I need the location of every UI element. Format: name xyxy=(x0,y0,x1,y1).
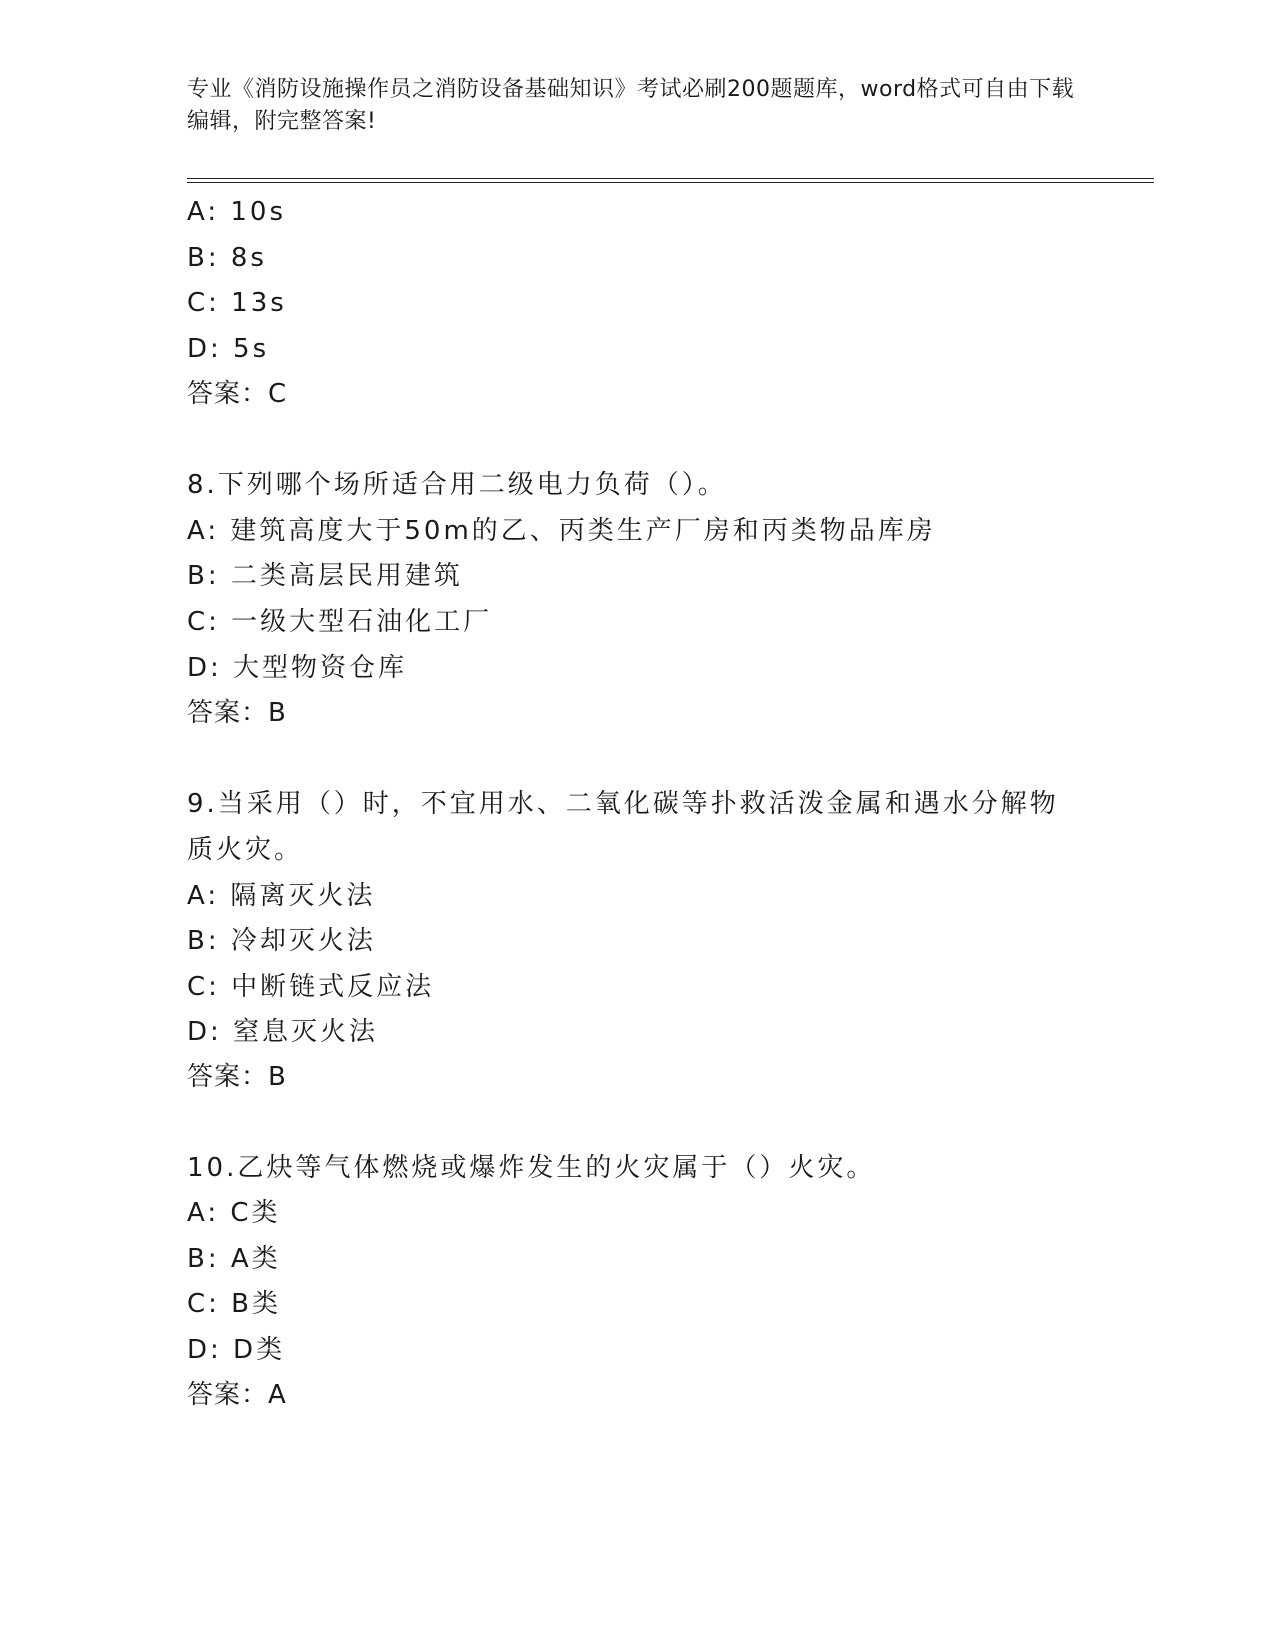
q8-option-a: A: 建筑高度大于50m的乙、丙类生产厂房和丙类物品库房 xyxy=(187,516,936,546)
q7-answer: 答案：C xyxy=(187,379,288,409)
q10-option-a: A: C类 xyxy=(187,1198,281,1228)
q8-question: 8.下列哪个场所适合用二级电力负荷（）。 xyxy=(187,470,727,500)
q10-option-b: B: A类 xyxy=(187,1244,281,1274)
q10-question: 10.乙炔等气体燃烧或爆炸发生的火灾属于（）火灾。 xyxy=(187,1153,876,1183)
q8-option-c: C: 一级大型石油化工厂 xyxy=(187,607,493,637)
q7-option-b: B: 8s xyxy=(187,243,267,273)
q7-option-d: D: 5s xyxy=(187,334,270,364)
q9-option-c: C: 中断链式反应法 xyxy=(187,972,435,1002)
header-divider-top xyxy=(187,178,1154,179)
q10-answer: 答案：A xyxy=(187,1380,287,1410)
q7-option-a: A: 10s xyxy=(187,197,286,227)
q8-option-d: D: 大型物资仓库 xyxy=(187,653,408,683)
q9-question: 9.当采用（）时，不宜用水、二氧化碳等扑救活泼金属和遇水分解物质火灾。 xyxy=(187,789,1059,865)
q9-option-a: A: 隔离灭火法 xyxy=(187,881,376,911)
q7-option-c: C: 13s xyxy=(187,288,287,318)
document-header: 专业《消防设施操作员之消防设备基础知识》考试必刷200题题库，word格式可自由下载编辑，附完整答案! xyxy=(187,77,1075,134)
q8-answer: 答案：B xyxy=(187,698,287,728)
q9-option-b: B: 冷却灭火法 xyxy=(187,926,376,956)
q10-option-c: C: B类 xyxy=(187,1289,282,1319)
header-divider-bottom xyxy=(187,182,1154,183)
q9-answer: 答案：B xyxy=(187,1062,287,1092)
q8-option-b: B: 二类高层民用建筑 xyxy=(187,561,463,591)
q9-option-d: D: 窒息灭火法 xyxy=(187,1017,379,1047)
q10-option-d: D: D类 xyxy=(187,1335,286,1365)
